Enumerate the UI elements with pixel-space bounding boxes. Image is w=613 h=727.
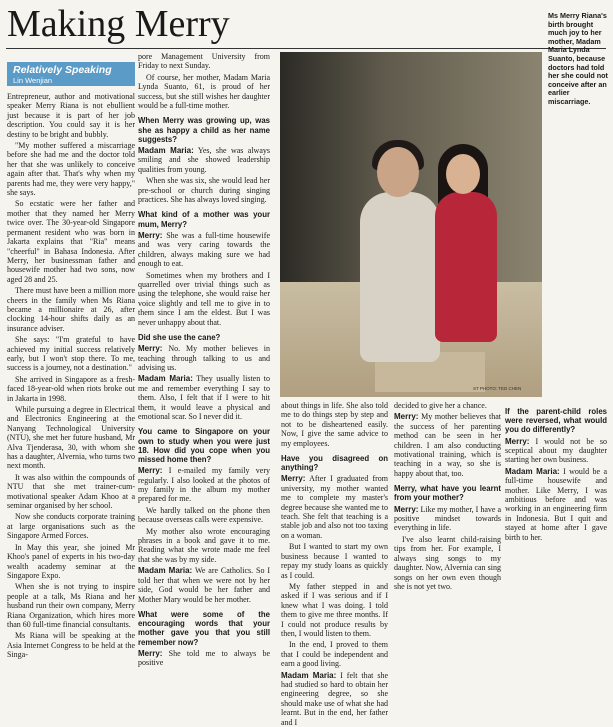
speaker-label: Madam Maria: <box>281 670 337 680</box>
speaker-label: Merry: <box>394 504 419 514</box>
speaker-label: Madam Maria: <box>505 466 560 476</box>
answer-text: They usually listen to me and remember everything I say to them. Also, I felt that if I were to hit them, it would leave a physical and emotional scar. So I never did it. <box>138 374 270 421</box>
author-name: Lin Wenjian <box>13 76 53 85</box>
paragraph: Entrepreneur, author and motivational speaker Merry Riana is not ebullient just because it is part of her job description. You could say it is her destiny to be bright and bubbly. <box>7 92 135 139</box>
paragraph: In the end, I proved to them that I could be independent and earn a good living. <box>281 640 388 669</box>
speaker-label: Merry: <box>281 474 306 484</box>
speaker-label: Merry: <box>138 344 163 354</box>
answer-text: We are Catholics. So I told her that when we were not by her side, God would be her father and Mother Mary would be her mother. <box>138 566 270 604</box>
answer-text: Yes, she was always smiling and she showed leadership qualities from young. <box>138 146 270 174</box>
answer-text: She told me to always be positive <box>138 648 270 668</box>
photo-mother-and-daughter <box>280 52 542 397</box>
paragraph: pore Management University from Friday to next Sunday. <box>138 52 270 71</box>
interview-question: Have you disagreed on anything? <box>281 454 388 473</box>
answer-text: After I graduated from university, my mother wanted me to complete my master's degree because she wanted me to teach. She felt that teaching is a stable job and also not too taxing on a woman. <box>281 474 388 540</box>
article-column-4 <box>394 401 501 591</box>
interview-answer <box>281 474 388 540</box>
paragraph: So ecstatic were her father and mother that they named her Merry twice over. The 30-year-old Singapore permanent resident who was born in Jakarta explains that "Ria" means "cheerful" in Bahasa Indonesia. After Merry, her businessman father and housewife mother had two sons, now aged 28 and 25. <box>7 199 135 284</box>
interview-answer <box>505 467 607 542</box>
speaker-label: Madam Maria: <box>138 566 193 576</box>
answer-text: My mother believes that the success of her parenting method can be seen in her children. I am also conducting motivational training, which is teaching in a way, so she is happy about that, too. <box>394 412 501 478</box>
paragraph: She says: "I'm grateful to have achieved my initial success relatively early, but I won't stop there. To me, success is a journey, not a destination." <box>7 335 135 373</box>
speaker-label: Madam Maria: <box>138 146 194 156</box>
daughter-face <box>446 154 480 194</box>
interview-question: Merry, what have you learnt from your mother? <box>394 484 501 503</box>
paragraph: There must have been a million more cheers in the family when Ms Riana became a millionaire at 26, after clocking 14-hour shifts daily as an insurance adviser. <box>7 286 135 333</box>
column-banner <box>7 62 135 86</box>
paragraph: In May this year, she joined Mr Khoo's panel of experts in his two-day wealth academy seminar at the Singapore Expo. <box>7 542 135 580</box>
interview-answer <box>138 146 270 174</box>
speaker-label: Merry: <box>138 230 163 240</box>
photo-credit: ST PHOTO: TED CHEN <box>473 386 522 391</box>
headline-rule <box>6 48 606 49</box>
article-column-2 <box>138 52 270 668</box>
interview-question: If the parent-child roles were reversed, what would you do differently? <box>505 407 607 435</box>
interview-answer <box>138 344 270 372</box>
paragraph: She arrived in Singapore as a fresh-faced 18-year-old when riots broke out in Jakarta in 1998. <box>7 374 135 403</box>
answer-text: No. My mother believes in teaching through talking to us and advising us. <box>138 344 270 372</box>
speaker-label: Merry: <box>505 436 530 446</box>
interview-answer <box>505 437 607 465</box>
interview-answer <box>138 374 270 421</box>
article-column-3 <box>281 401 388 727</box>
answer-text: I would be a full-time housewife and mother. Like Merry, I was ambitious before and was working in an engineering firm in Indonesia. But I quit and stayed at home after I gave birth to her. <box>505 466 607 542</box>
interview-question: Did she use the cane? <box>138 332 221 342</box>
interview-answer <box>281 671 388 727</box>
interview-answer <box>138 466 270 504</box>
paragraph: When she is not trying to inspire people at a talk, Ms Riana and her husband run their own company, Merry Riana Organization, which hires more than 60 full-time financial consultants. <box>7 582 135 629</box>
paragraph: When she was six, she would lead her pre-school or church during singing practices. She has always loved singing. <box>138 176 270 205</box>
paragraph: Of course, her mother, Madam Maria Lynda Suanto, 61, is proud of her success, but she still wishes her daughter would be a full-time mother. <box>138 72 270 111</box>
speaker-label: Madam Maria: <box>138 374 193 384</box>
paragraph: But I wanted to start my own business because I wanted to repay my study loans as quickly as I could. <box>281 542 388 580</box>
interview-answer <box>138 231 270 269</box>
paragraph: Sometimes when my brothers and I quarrelled over trivial things such as using the telephone, she would raise her voice slightly and tell me to give in to them since I am the eldest. But I was never unhappy about that. <box>138 270 270 327</box>
paragraph: My mother also wrote encouraging phrases in a book and gave it to me. Reading what she wrote made me feel that she was by my side. <box>138 526 270 564</box>
speaker-label: Merry: <box>394 412 419 422</box>
interview-answer <box>138 566 270 604</box>
paragraph: decided to give her a chance. <box>394 401 487 410</box>
mother-figure <box>360 192 440 362</box>
paragraph: "My mother suffered a miscarriage before she had me and the doctor told her that she was unlikely to conceive again after that. That's why when my parents had me, they were very happy," she says. <box>7 141 135 198</box>
paragraph: about things in life. She also told me to do things step by step and not to be disheartened easily. Now, I give the same advice to my employees. <box>281 401 388 448</box>
answer-text: I felt that she had studied so hard to obtain her engineering degree, so she should make use of what she had learnt. But in the end, her father and I <box>281 670 388 727</box>
headline: Making Merry <box>7 3 230 45</box>
interview-question: You came to Singapore on your own to study when you were just 18. How did you cope when you missed home then? <box>138 427 270 465</box>
interview-answer <box>394 505 501 533</box>
paragraph: I've also learnt child-raising tips from her. For example, I always sing songs to my daughter. Now, Alvernia can sing songs on her own even though she is not yet two. <box>394 534 501 591</box>
interview-question: When Merry was growing up, was she as happy a child as her name suggests? <box>138 116 270 144</box>
answer-text: Like my mother, I have a positive mindset towards everything in life. <box>394 504 501 533</box>
interview-answer <box>394 412 501 478</box>
interview-question: What kind of a mother was your mum, Merry? <box>138 210 270 229</box>
paragraph: My father stepped in and asked if I was serious and if I knew what I was doing. I told them to give me three months. If I could not produce results by then, I would listen to them. <box>281 581 388 638</box>
photo-caption: Ms Merry Riana's birth brought much joy to her mother, Madam Maria Lynda Suanto, because doctors had told her she could not conceive after an earlier miscarriage. <box>548 11 608 106</box>
article-column-1 <box>7 92 135 660</box>
paragraph: Now she conducts corporate training at large organisations such as the Singapore Armed Forces. <box>7 512 135 541</box>
answer-text: I e-mailed my family very regularly. I also looked at the photos of my family in the album my mother prepared for me. <box>138 466 270 504</box>
answer-text: She was a full-time housewife and was very caring towards the children, always making sure we had enough to eat. <box>138 230 270 269</box>
paragraph: We hardly talked on the phone then because overseas calls were expensive. <box>138 505 270 525</box>
paragraph: Ms Riana will be speaking at the Asia Internet Congress to be held at the Singa- <box>7 631 135 660</box>
article-column-5 <box>505 401 607 557</box>
daughter-figure <box>435 192 497 342</box>
paragraph: While pursuing a degree in Electrical and Electronics Engineering at the Nanyang Technological University (NTU), she met her future husband, Mr Alva Tjenderasa, 30, with whom she has a daughter, Alvernia, who turns two next month. <box>7 405 135 471</box>
column-title: Relatively Speaking <box>13 64 112 76</box>
mother-face <box>377 147 419 197</box>
paragraph: It was also within the compounds of NTU that she met trainer-cum-motivational speaker Adam Khoo at a seminar organised by her school. <box>7 472 135 511</box>
answer-text: I would not be so sceptical about my daughter starting her own business. <box>505 436 607 465</box>
speaker-label: Merry: <box>138 648 163 658</box>
interview-answer <box>138 649 270 668</box>
interview-question: What were some of the encouraging words that your mother gave you that you still remember now? <box>138 609 270 647</box>
speaker-label: Merry: <box>138 466 163 476</box>
